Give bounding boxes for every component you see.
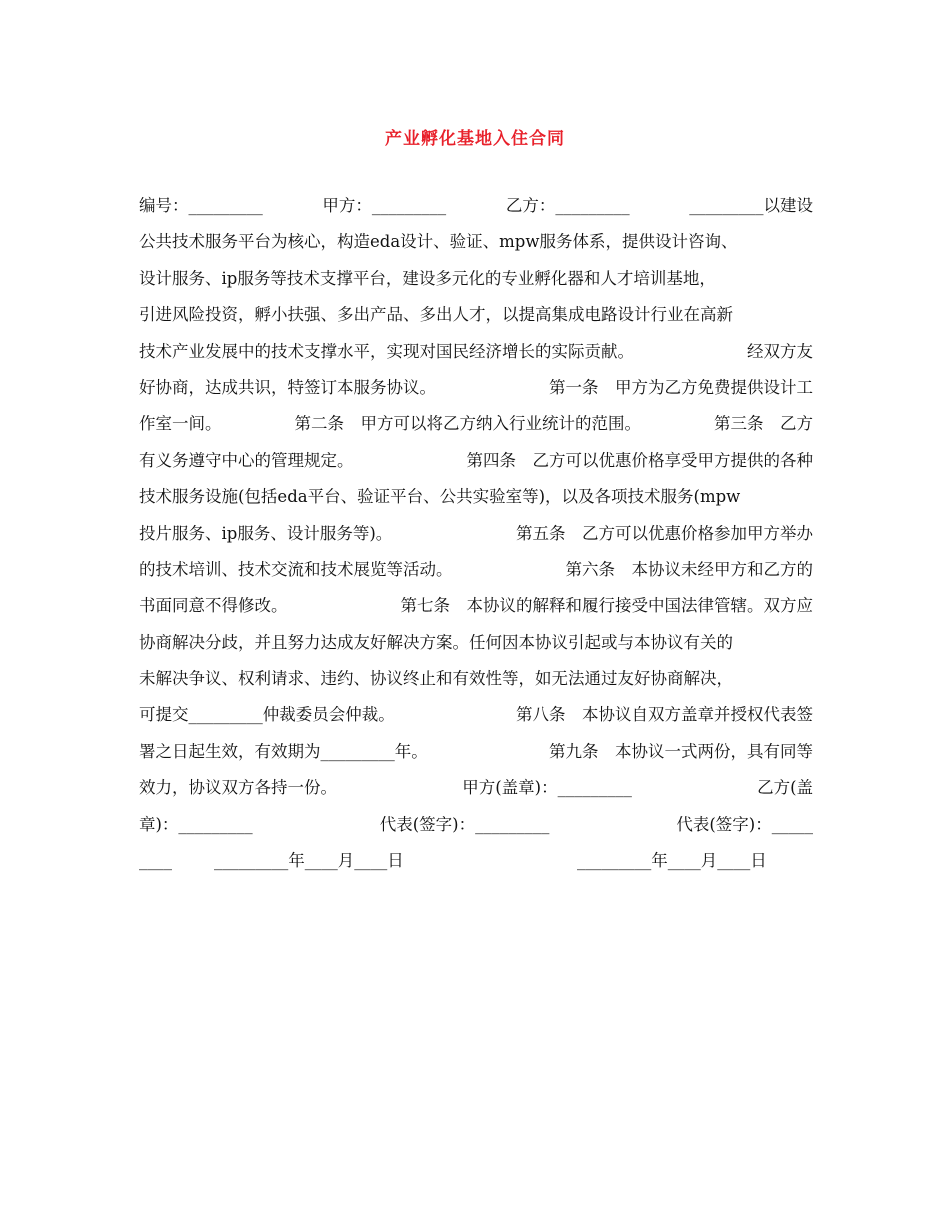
text-segment: 的技术培训、技术交流和技术展览等活动。 [139, 559, 453, 579]
text-segment: _________以建设 [689, 196, 813, 215]
text-line [139, 775, 813, 811]
contract-number-field: 编号：_________ [139, 196, 263, 215]
clause-3: 第三条 乙方 [714, 414, 813, 434]
party-b-field: 乙方：_________ [505, 196, 630, 215]
text-line [139, 593, 813, 629]
text-segment: 设计服务、ip服务等技术支撑平台，建设多元化的专业孵化器和人才培训基地， [139, 268, 716, 288]
text-line [139, 812, 813, 848]
text-line [139, 666, 813, 702]
party-b-date-field: _________年____月____日 [577, 851, 767, 871]
text-segment: 公共技术服务平台为核心，构造eda设计、验证、mpw服务体系，提供设计咨询、 [139, 232, 738, 252]
text-line [139, 229, 813, 265]
party-b-seal-field: 章)：_________ [139, 814, 253, 834]
text-line [139, 557, 813, 593]
text-line [139, 484, 813, 520]
party-b-seal-label: 乙方(盖 [757, 778, 813, 798]
text-segment: 效力，协议双方各持一份。 [139, 778, 337, 798]
clause-1: 第一条 甲方为乙方免费提供设计工 [549, 377, 813, 397]
text-line [139, 848, 813, 884]
clause-5: 第五条 乙方可以优惠价格参加甲方举办 [516, 523, 813, 543]
party-a-representative-field: 代表(签字)：_________ [379, 814, 550, 834]
arbitration-field: 可提交_________仲裁委员会仲裁。 [139, 705, 395, 725]
text-segment: 经双方友 [747, 341, 813, 361]
text-segment: 引进风险投资，孵小扶强、多出产品、多出人才，以提高集成电路设计行业在高新 [139, 305, 733, 325]
text-line [139, 339, 813, 375]
text-segment: 书面同意不得修改。 [139, 596, 288, 616]
party-a-field: 甲方：_________ [322, 196, 447, 215]
clause-7: 第七条 本协议的解释和履行接受中国法律管辖。双方应 [400, 596, 813, 616]
text-segment: 技术服务设施(包括eda平台、验证平台、公共实验室等)，以及各项技术服务(mpw [139, 487, 741, 507]
party-a-date-field: _________年____月____日 [214, 851, 404, 871]
party-a-seal-field: 甲方(盖章)：_________ [462, 778, 632, 798]
text-line [139, 739, 813, 775]
text-line [139, 302, 813, 338]
text-line [139, 521, 813, 557]
clause-9: 第九条 本协议一式两份，具有同等 [549, 741, 813, 761]
text-line [139, 630, 813, 666]
text-segment: 技术产业发展中的技术支撑水平，实现对国民经济增长的实际贡献。 [139, 341, 634, 361]
party-b-representative-field: 代表(签字)：_____ [676, 814, 813, 834]
text-line [139, 702, 813, 738]
validity-field: 署之日起生效，有效期为_________年。 [139, 741, 428, 761]
text-segment: 未解决争议、权利请求、违约、协议终止和有效性等，如无法通过友好协商解决， [139, 669, 733, 689]
clause-2: 第二条 甲方可以将乙方纳入行业统计的范围。 [294, 414, 641, 434]
text-segment: 协商解决分歧，并且努力达成友好解决方案。任何因本协议引起或与本协议有关的 [139, 632, 733, 652]
text-line [139, 411, 813, 447]
text-segment: 有义务遵守中心的管理规定。 [139, 450, 354, 470]
clause-8: 第八条 本协议自双方盖章并授权代表签 [516, 705, 813, 725]
text-segment: 投片服务、ip服务、设计服务等)。 [139, 523, 393, 543]
representative-field-continued: ____ [139, 851, 172, 871]
text-segment: 好协商，达成共识，特签订本服务协议。 [139, 377, 436, 397]
text-line [139, 193, 813, 229]
contract-body [139, 193, 813, 884]
text-line [139, 375, 813, 411]
text-segment: 作室一间。 [139, 414, 222, 434]
text-line [139, 448, 813, 484]
clause-4: 第四条 乙方可以优惠价格享受甲方提供的各种 [466, 450, 813, 470]
document-title: 产业孵化基地入住合同 [385, 129, 565, 149]
text-line [139, 266, 813, 302]
clause-6: 第六条 本协议未经甲方和乙方的 [565, 559, 813, 579]
